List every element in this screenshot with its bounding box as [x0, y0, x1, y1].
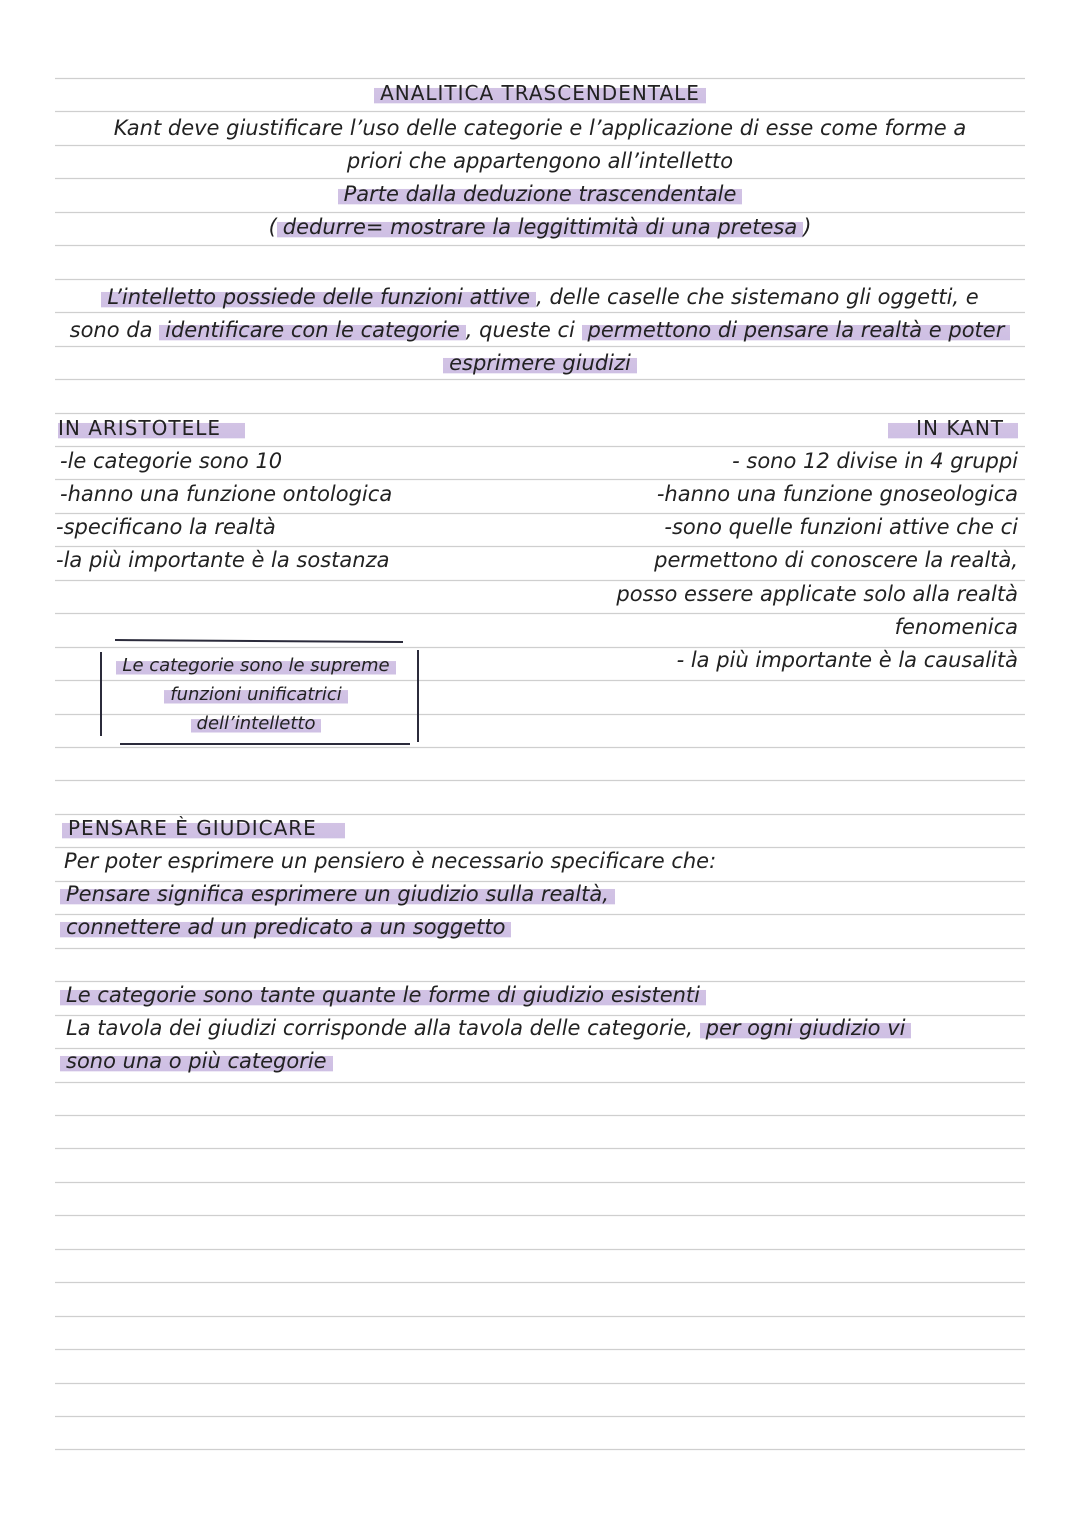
pensare-line-3 [60, 912, 511, 942]
intellect-line-2-mid: , queste ci [465, 318, 582, 342]
intro-line-3-text: Parte dalla deduzione trascendentale [338, 182, 743, 206]
box-bottom-border [120, 743, 410, 745]
categorie-line-2 [66, 1013, 911, 1043]
categorie-line-2-hl: per ogni giudizio vi [700, 1016, 912, 1040]
paren-open: ( [268, 215, 277, 239]
box-line-3 [96, 709, 416, 738]
kant-item: - sono 12 divise in 4 gruppi [732, 449, 1018, 473]
kant-item: posso essere applicate solo alla realtà [616, 582, 1018, 606]
intro-line-3 [55, 179, 1025, 209]
aristotele-item: -la più importante è la sostanza [56, 548, 390, 572]
intro-line-1: Kant deve giustificare l’uso delle categorie e l’applicazione di esse come forme a [113, 116, 967, 140]
categorie-line-1 [60, 980, 706, 1010]
kant-heading [888, 413, 1018, 443]
box-line-3-text: dell’intelletto [191, 713, 322, 734]
paren-close: ) [803, 215, 812, 239]
kant-item: -sono quelle funzioni attive che ci [664, 515, 1018, 539]
intro-line-4 [55, 212, 1025, 242]
box-line-1 [96, 651, 416, 680]
aristotele-item: -specificano la realtà [56, 515, 276, 539]
intellect-line-2 [55, 315, 1025, 345]
box-line-1-text: Le categorie sono le supreme [116, 655, 395, 676]
intro-line-2: priori che appartengono all’intelletto [346, 149, 734, 173]
pensare-heading-text: PENSARE È GIUDICARE [62, 816, 345, 840]
intellect-line-3 [55, 348, 1025, 378]
kant-item: - la più importante è la causalità [676, 648, 1018, 672]
aristotele-item: -le categorie sono 10 [60, 449, 283, 473]
box-line-2 [96, 680, 416, 709]
pensare-line-3-text: connettere ad un predicato a un soggetto [60, 915, 511, 939]
page-title [55, 78, 1025, 108]
aristotele-heading-text: IN ARISTOTELE [58, 416, 245, 440]
categorie-line-3-text: sono una o più categorie [60, 1049, 333, 1073]
pensare-line-2-text: Pensare significa esprimere un giudizio sulla realtà, [60, 882, 615, 906]
intellect-line-1-rest: , delle caselle che sistemano gli oggetti, e [536, 285, 979, 309]
intellect-line-3-hl: esprimere giudizi [443, 351, 637, 375]
kant-item: -hanno una funzione gnoseologica [656, 482, 1018, 506]
intellect-line-1 [55, 282, 1025, 312]
pensare-heading [62, 813, 345, 843]
categorie-line-2-pre: La tavola dei giudizi corrisponde alla tavola delle categorie, [66, 1016, 700, 1040]
intellect-line-2-hl1: identificare con le categorie [159, 318, 466, 342]
aristotele-item: -hanno una funzione ontologica [60, 482, 393, 506]
categorie-line-3 [60, 1046, 333, 1076]
box-line-2-text: funzioni unificatrici [164, 684, 347, 705]
box-right-border [417, 650, 419, 742]
intellect-line-1-hl: L’intelletto possiede delle funzioni attive [101, 285, 536, 309]
kant-heading-text: IN KANT [888, 416, 1018, 440]
aristotele-heading [58, 413, 245, 443]
pensare-line-2 [60, 879, 615, 909]
categorie-line-1-text: Le categorie sono tante quante le forme di giudizio esistenti [60, 983, 706, 1007]
pensare-line-1: Per poter esprimere un pensiero è necessario specificare che: [64, 849, 717, 873]
kant-item: fenomenica [894, 615, 1018, 639]
dedurre-definition: dedurre= mostrare la leggittimità di una pretesa [277, 215, 803, 239]
intellect-line-2-hl2: permettono di pensare la realtà e poter [582, 318, 1011, 342]
intellect-line-2-pre: sono da [69, 318, 160, 342]
kant-item: permettono di conoscere la realtà, [654, 548, 1018, 572]
page-title-text: ANALITICA TRASCENDENTALE [374, 81, 706, 105]
